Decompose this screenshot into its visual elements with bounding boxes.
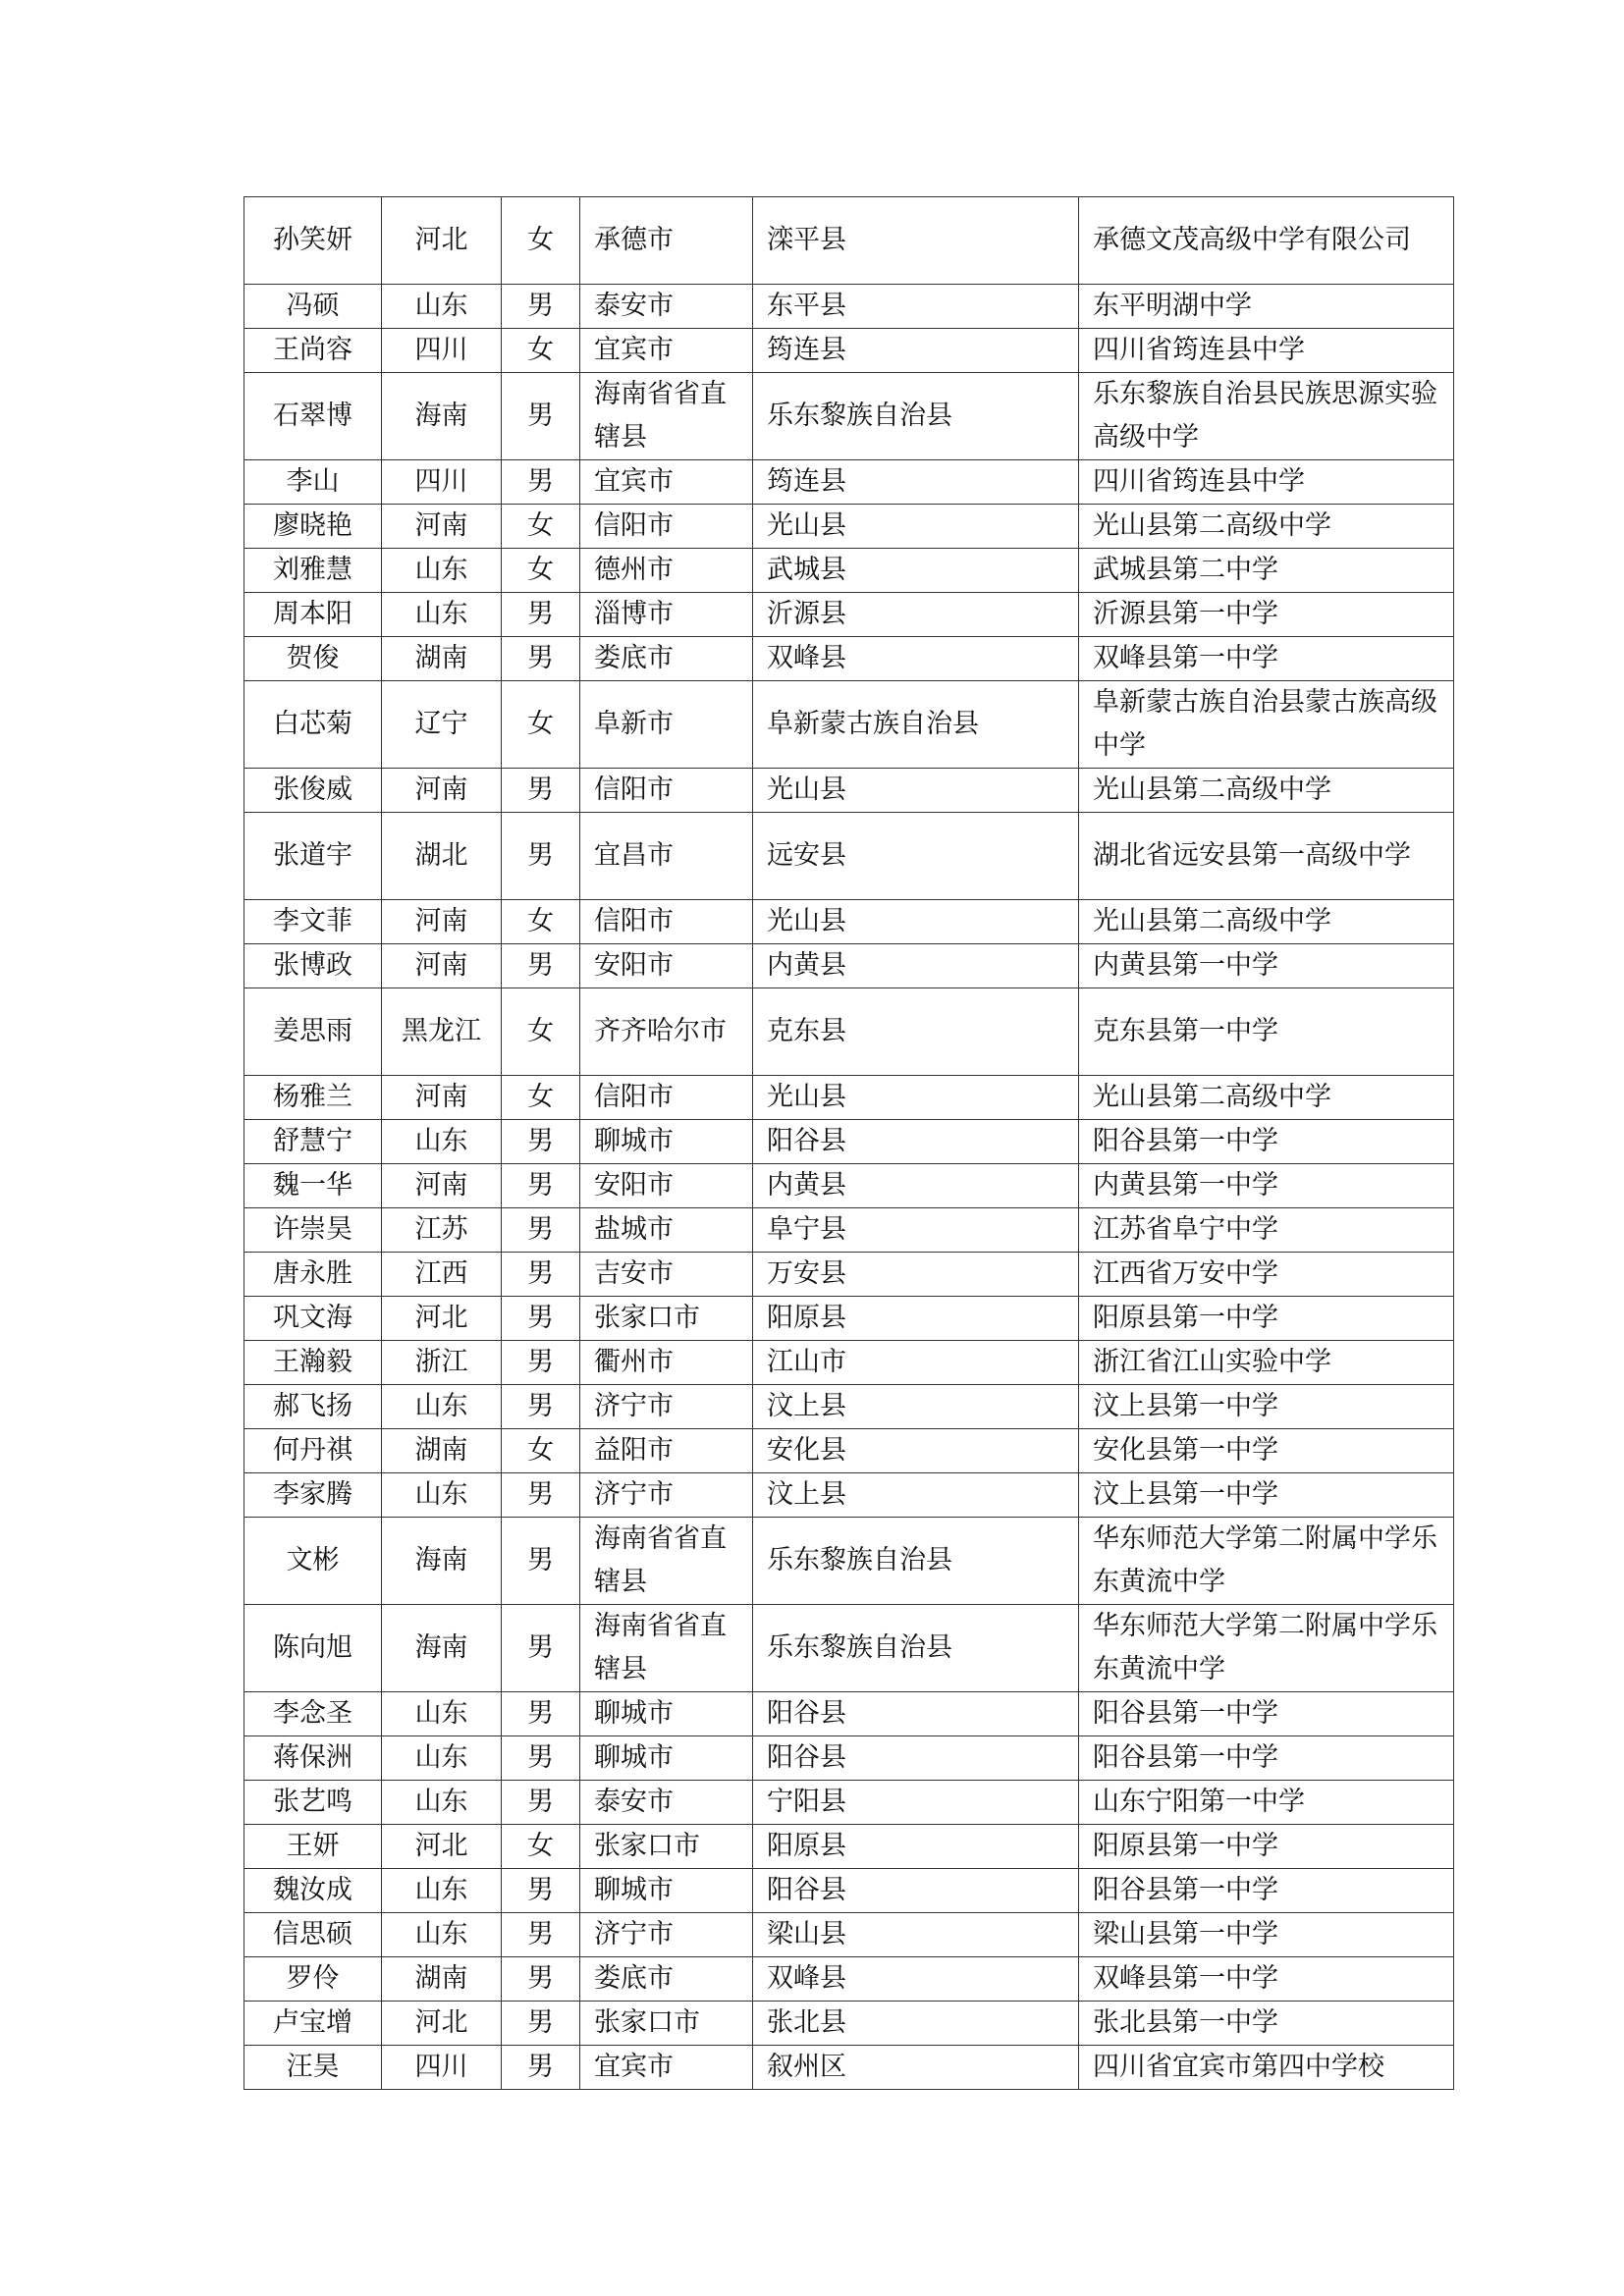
name-cell: 王妍: [244, 1825, 382, 1869]
school-cell: 梁山县第一中学: [1079, 1913, 1454, 1957]
name-cell: 蒋保洲: [244, 1736, 382, 1781]
table-row: [244, 1208, 1454, 1253]
name-cell: 李家腾: [244, 1473, 382, 1518]
city-cell: 海南省省直辖县: [580, 1605, 753, 1692]
city-cell: 阜新市: [580, 681, 753, 769]
gender-cell: 男: [502, 1692, 580, 1736]
table-row: [244, 944, 1454, 988]
name-cell: 杨雅兰: [244, 1076, 382, 1120]
gender-cell: 男: [502, 1605, 580, 1692]
county-cell: 安化县: [753, 1429, 1079, 1473]
county-cell: 阳谷县: [753, 1692, 1079, 1736]
county-cell: 光山县: [753, 1076, 1079, 1120]
province-cell: 山东: [382, 1473, 502, 1518]
gender-cell: 男: [502, 1208, 580, 1253]
table-row: [244, 988, 1454, 1076]
roster-table: [244, 196, 1454, 2090]
school-cell: 阜新蒙古族自治县蒙古族高级中学: [1079, 681, 1454, 769]
name-cell: 李山: [244, 460, 382, 505]
name-cell: 张博政: [244, 944, 382, 988]
name-cell: 舒慧宁: [244, 1120, 382, 1164]
county-cell: 汶上县: [753, 1473, 1079, 1518]
city-cell: 信阳市: [580, 900, 753, 944]
school-cell: 四川省筠连县中学: [1079, 329, 1454, 373]
city-cell: 济宁市: [580, 1913, 753, 1957]
city-cell: 宜昌市: [580, 813, 753, 900]
province-cell: 河北: [382, 2002, 502, 2046]
city-cell: 张家口市: [580, 1297, 753, 1341]
table-row: [244, 285, 1454, 329]
table-row: [244, 1518, 1454, 1605]
school-cell: 汶上县第一中学: [1079, 1385, 1454, 1429]
county-cell: 沂源县: [753, 593, 1079, 637]
gender-cell: 女: [502, 549, 580, 593]
province-cell: 浙江: [382, 1341, 502, 1385]
school-cell: 乐东黎族自治县民族思源实验高级中学: [1079, 373, 1454, 460]
school-cell: 光山县第二高级中学: [1079, 769, 1454, 813]
name-cell: 冯硕: [244, 285, 382, 329]
table-row: [244, 329, 1454, 373]
city-cell: 济宁市: [580, 1473, 753, 1518]
city-cell: 齐齐哈尔市: [580, 988, 753, 1076]
school-cell: 武城县第二中学: [1079, 549, 1454, 593]
name-cell: 周本阳: [244, 593, 382, 637]
city-cell: 信阳市: [580, 1076, 753, 1120]
name-cell: 信思硕: [244, 1913, 382, 1957]
name-cell: 刘雅慧: [244, 549, 382, 593]
province-cell: 湖南: [382, 1429, 502, 1473]
name-cell: 李文菲: [244, 900, 382, 944]
school-cell: 光山县第二高级中学: [1079, 505, 1454, 549]
county-cell: 乐东黎族自治县: [753, 1518, 1079, 1605]
county-cell: 张北县: [753, 2002, 1079, 2046]
gender-cell: 男: [502, 1957, 580, 2002]
gender-cell: 男: [502, 373, 580, 460]
school-cell: 安化县第一中学: [1079, 1429, 1454, 1473]
province-cell: 山东: [382, 593, 502, 637]
city-cell: 淄博市: [580, 593, 753, 637]
province-cell: 河南: [382, 1164, 502, 1208]
school-cell: 阳原县第一中学: [1079, 1297, 1454, 1341]
province-cell: 四川: [382, 460, 502, 505]
province-cell: 湖南: [382, 637, 502, 681]
province-cell: 山东: [382, 1736, 502, 1781]
school-cell: 阳原县第一中学: [1079, 1825, 1454, 1869]
county-cell: 阜新蒙古族自治县: [753, 681, 1079, 769]
province-cell: 山东: [382, 549, 502, 593]
table-row: [244, 373, 1454, 460]
school-cell: 四川省宜宾市第四中学校: [1079, 2046, 1454, 2090]
province-cell: 山东: [382, 1692, 502, 1736]
county-cell: 光山县: [753, 505, 1079, 549]
city-cell: 张家口市: [580, 1825, 753, 1869]
name-cell: 魏汝成: [244, 1869, 382, 1913]
city-cell: 信阳市: [580, 505, 753, 549]
school-cell: 双峰县第一中学: [1079, 1957, 1454, 2002]
city-cell: 泰安市: [580, 1781, 753, 1825]
table-row: [244, 813, 1454, 900]
gender-cell: 男: [502, 1253, 580, 1297]
province-cell: 河南: [382, 900, 502, 944]
table-row: [244, 197, 1454, 285]
school-cell: 汶上县第一中学: [1079, 1473, 1454, 1518]
school-cell: 双峰县第一中学: [1079, 637, 1454, 681]
name-cell: 贺俊: [244, 637, 382, 681]
school-cell: 克东县第一中学: [1079, 988, 1454, 1076]
county-cell: 筠连县: [753, 329, 1079, 373]
school-cell: 阳谷县第一中学: [1079, 1869, 1454, 1913]
name-cell: 卢宝增: [244, 2002, 382, 2046]
gender-cell: 男: [502, 1120, 580, 1164]
province-cell: 四川: [382, 2046, 502, 2090]
county-cell: 武城县: [753, 549, 1079, 593]
name-cell: 许崇昊: [244, 1208, 382, 1253]
province-cell: 四川: [382, 329, 502, 373]
province-cell: 河南: [382, 505, 502, 549]
name-cell: 王瀚毅: [244, 1341, 382, 1385]
school-cell: 光山县第二高级中学: [1079, 900, 1454, 944]
name-cell: 白芯菊: [244, 681, 382, 769]
city-cell: 娄底市: [580, 1957, 753, 2002]
county-cell: 阳谷县: [753, 1736, 1079, 1781]
county-cell: 江山市: [753, 1341, 1079, 1385]
table-row: [244, 593, 1454, 637]
school-cell: 江苏省阜宁中学: [1079, 1208, 1454, 1253]
province-cell: 河北: [382, 197, 502, 285]
province-cell: 海南: [382, 373, 502, 460]
gender-cell: 女: [502, 505, 580, 549]
province-cell: 海南: [382, 1518, 502, 1605]
city-cell: 聊城市: [580, 1736, 753, 1781]
school-cell: 山东宁阳第一中学: [1079, 1781, 1454, 1825]
name-cell: 张艺鸣: [244, 1781, 382, 1825]
county-cell: 双峰县: [753, 1957, 1079, 2002]
city-cell: 张家口市: [580, 2002, 753, 2046]
county-cell: 克东县: [753, 988, 1079, 1076]
gender-cell: 男: [502, 1385, 580, 1429]
table-row: [244, 681, 1454, 769]
school-cell: 内黄县第一中学: [1079, 1164, 1454, 1208]
school-cell: 阳谷县第一中学: [1079, 1120, 1454, 1164]
table-row: [244, 1076, 1454, 1120]
province-cell: 黑龙江: [382, 988, 502, 1076]
city-cell: 聊城市: [580, 1692, 753, 1736]
county-cell: 双峰县: [753, 637, 1079, 681]
county-cell: 阳原县: [753, 1825, 1079, 1869]
county-cell: 阳谷县: [753, 1869, 1079, 1913]
name-cell: 陈向旭: [244, 1605, 382, 1692]
table-row: [244, 769, 1454, 813]
table-row: [244, 1781, 1454, 1825]
name-cell: 孙笑妍: [244, 197, 382, 285]
gender-cell: 男: [502, 285, 580, 329]
county-cell: 光山县: [753, 769, 1079, 813]
city-cell: 泰安市: [580, 285, 753, 329]
gender-cell: 女: [502, 1076, 580, 1120]
province-cell: 辽宁: [382, 681, 502, 769]
table-row: [244, 1297, 1454, 1341]
table-row: [244, 505, 1454, 549]
county-cell: 阳谷县: [753, 1120, 1079, 1164]
gender-cell: 男: [502, 1297, 580, 1341]
school-cell: 阳谷县第一中学: [1079, 1692, 1454, 1736]
gender-cell: 男: [502, 1913, 580, 1957]
name-cell: 文彬: [244, 1518, 382, 1605]
school-cell: 东平明湖中学: [1079, 285, 1454, 329]
school-cell: 华东师范大学第二附属中学乐东黄流中学: [1079, 1605, 1454, 1692]
gender-cell: 男: [502, 1341, 580, 1385]
city-cell: 济宁市: [580, 1385, 753, 1429]
gender-cell: 男: [502, 1518, 580, 1605]
gender-cell: 男: [502, 1473, 580, 1518]
gender-cell: 女: [502, 197, 580, 285]
city-cell: 安阳市: [580, 944, 753, 988]
city-cell: 聊城市: [580, 1869, 753, 1913]
province-cell: 江苏: [382, 1208, 502, 1253]
city-cell: 聊城市: [580, 1120, 753, 1164]
city-cell: 吉安市: [580, 1253, 753, 1297]
county-cell: 滦平县: [753, 197, 1079, 285]
county-cell: 内黄县: [753, 944, 1079, 988]
table-row: [244, 1692, 1454, 1736]
table-row: [244, 1825, 1454, 1869]
city-cell: 宜宾市: [580, 2046, 753, 2090]
gender-cell: 女: [502, 329, 580, 373]
province-cell: 山东: [382, 1869, 502, 1913]
school-cell: 光山县第二高级中学: [1079, 1076, 1454, 1120]
city-cell: 德州市: [580, 549, 753, 593]
table-row: [244, 1605, 1454, 1692]
province-cell: 山东: [382, 285, 502, 329]
name-cell: 汪昊: [244, 2046, 382, 2090]
gender-cell: 女: [502, 900, 580, 944]
name-cell: 姜思雨: [244, 988, 382, 1076]
gender-cell: 女: [502, 681, 580, 769]
city-cell: 衢州市: [580, 1341, 753, 1385]
name-cell: 魏一华: [244, 1164, 382, 1208]
city-cell: 信阳市: [580, 769, 753, 813]
name-cell: 廖晓艳: [244, 505, 382, 549]
gender-cell: 男: [502, 2002, 580, 2046]
gender-cell: 女: [502, 1429, 580, 1473]
table-row: [244, 1473, 1454, 1518]
table-row: [244, 1869, 1454, 1913]
county-cell: 远安县: [753, 813, 1079, 900]
school-cell: 张北县第一中学: [1079, 2002, 1454, 2046]
province-cell: 山东: [382, 1781, 502, 1825]
gender-cell: 男: [502, 460, 580, 505]
school-cell: 沂源县第一中学: [1079, 593, 1454, 637]
gender-cell: 男: [502, 944, 580, 988]
province-cell: 河南: [382, 1076, 502, 1120]
table-row: [244, 1253, 1454, 1297]
city-cell: 海南省省直辖县: [580, 1518, 753, 1605]
table-row: [244, 549, 1454, 593]
county-cell: 阜宁县: [753, 1208, 1079, 1253]
city-cell: 宜宾市: [580, 460, 753, 505]
name-cell: 唐永胜: [244, 1253, 382, 1297]
county-cell: 乐东黎族自治县: [753, 1605, 1079, 1692]
gender-cell: 男: [502, 2046, 580, 2090]
county-cell: 阳原县: [753, 1297, 1079, 1341]
city-cell: 娄底市: [580, 637, 753, 681]
table-row: [244, 2002, 1454, 2046]
school-cell: 四川省筠连县中学: [1079, 460, 1454, 505]
name-cell: 罗伶: [244, 1957, 382, 2002]
table-row: [244, 1120, 1454, 1164]
gender-cell: 男: [502, 769, 580, 813]
table-row: [244, 1385, 1454, 1429]
county-cell: 东平县: [753, 285, 1079, 329]
county-cell: 光山县: [753, 900, 1079, 944]
city-cell: 安阳市: [580, 1164, 753, 1208]
school-cell: 承德文茂高级中学有限公司: [1079, 197, 1454, 285]
county-cell: 汶上县: [753, 1385, 1079, 1429]
province-cell: 海南: [382, 1605, 502, 1692]
county-cell: 梁山县: [753, 1913, 1079, 1957]
province-cell: 湖北: [382, 813, 502, 900]
school-cell: 湖北省远安县第一高级中学: [1079, 813, 1454, 900]
name-cell: 郝飞扬: [244, 1385, 382, 1429]
school-cell: 浙江省江山实验中学: [1079, 1341, 1454, 1385]
school-cell: 内黄县第一中学: [1079, 944, 1454, 988]
province-cell: 湖南: [382, 1957, 502, 2002]
table-row: [244, 637, 1454, 681]
gender-cell: 女: [502, 988, 580, 1076]
gender-cell: 男: [502, 637, 580, 681]
county-cell: 乐东黎族自治县: [753, 373, 1079, 460]
gender-cell: 男: [502, 813, 580, 900]
city-cell: 益阳市: [580, 1429, 753, 1473]
gender-cell: 男: [502, 1736, 580, 1781]
city-cell: 海南省省直辖县: [580, 373, 753, 460]
name-cell: 李念圣: [244, 1692, 382, 1736]
city-cell: 承德市: [580, 197, 753, 285]
name-cell: 张道宇: [244, 813, 382, 900]
table-row: [244, 2046, 1454, 2090]
county-cell: 内黄县: [753, 1164, 1079, 1208]
table-row: [244, 1957, 1454, 2002]
table-row: [244, 1341, 1454, 1385]
city-cell: 盐城市: [580, 1208, 753, 1253]
gender-cell: 男: [502, 1869, 580, 1913]
school-cell: 华东师范大学第二附属中学乐东黄流中学: [1079, 1518, 1454, 1605]
gender-cell: 男: [502, 1164, 580, 1208]
gender-cell: 男: [502, 593, 580, 637]
county-cell: 万安县: [753, 1253, 1079, 1297]
name-cell: 何丹祺: [244, 1429, 382, 1473]
county-cell: 宁阳县: [753, 1781, 1079, 1825]
province-cell: 山东: [382, 1120, 502, 1164]
name-cell: 巩文海: [244, 1297, 382, 1341]
table-row: [244, 1736, 1454, 1781]
city-cell: 宜宾市: [580, 329, 753, 373]
county-cell: 筠连县: [753, 460, 1079, 505]
province-cell: 河北: [382, 1825, 502, 1869]
name-cell: 石翠博: [244, 373, 382, 460]
table-row: [244, 900, 1454, 944]
roster-body: [244, 197, 1454, 2090]
province-cell: 河南: [382, 944, 502, 988]
table-row: [244, 1913, 1454, 1957]
county-cell: 叙州区: [753, 2046, 1079, 2090]
school-cell: 阳谷县第一中学: [1079, 1736, 1454, 1781]
table-row: [244, 460, 1454, 505]
gender-cell: 女: [502, 1825, 580, 1869]
province-cell: 江西: [382, 1253, 502, 1297]
province-cell: 山东: [382, 1385, 502, 1429]
province-cell: 河南: [382, 769, 502, 813]
name-cell: 张俊威: [244, 769, 382, 813]
gender-cell: 男: [502, 1781, 580, 1825]
table-row: [244, 1164, 1454, 1208]
school-cell: 江西省万安中学: [1079, 1253, 1454, 1297]
province-cell: 山东: [382, 1913, 502, 1957]
province-cell: 河北: [382, 1297, 502, 1341]
name-cell: 王尚容: [244, 329, 382, 373]
table-row: [244, 1429, 1454, 1473]
